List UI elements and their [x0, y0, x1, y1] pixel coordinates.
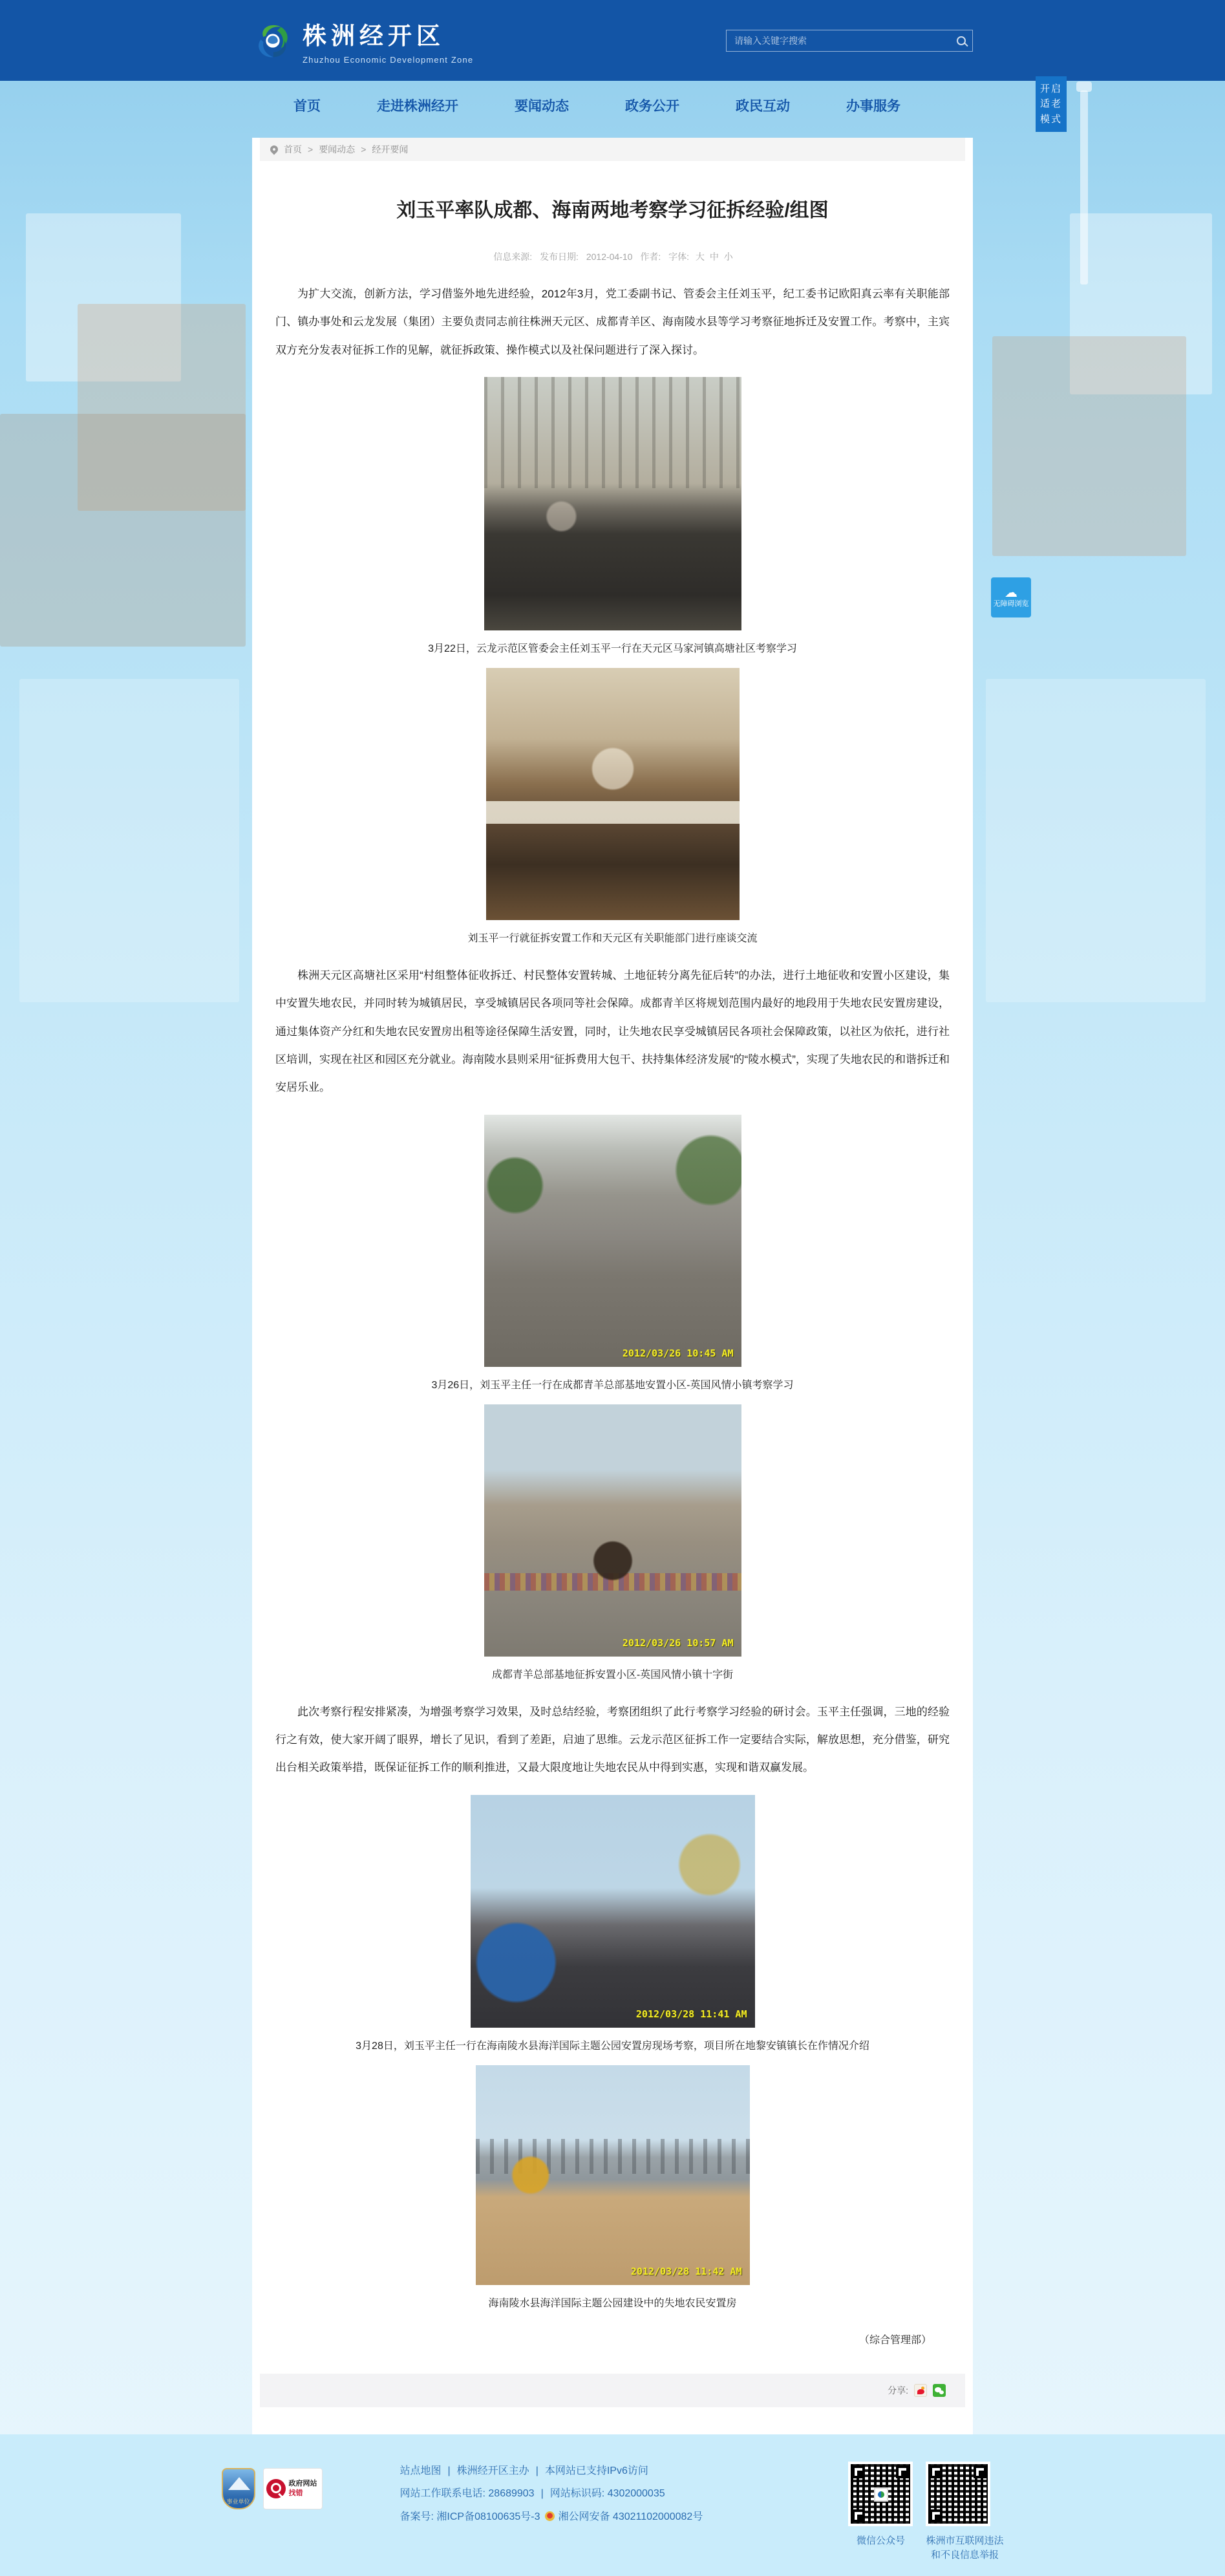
wechat-qr-code — [848, 2462, 913, 2526]
breadcrumb — [260, 138, 965, 161]
police-badge-icon — [545, 2511, 555, 2521]
search-icon[interactable] — [957, 36, 966, 45]
separator: | — [447, 2465, 451, 2476]
public-institution-badge[interactable] — [222, 2468, 255, 2509]
site-title: 株洲经开区 — [303, 23, 445, 49]
site-title-en: Zhuzhou Economic Development Zone — [303, 55, 474, 65]
share-label: 分享: — [888, 2385, 908, 2396]
nav-item-home[interactable]: 首页 — [293, 98, 321, 114]
qr-finder-mark — [896, 2465, 909, 2478]
meta-date-value: 2012-04-10 — [586, 252, 633, 262]
article-photo-6 — [476, 2065, 750, 2285]
footer-qr-codes — [848, 2462, 1003, 2563]
nav-item-interaction[interactable]: 政民互动 — [736, 98, 790, 114]
location-pin-icon — [269, 144, 280, 155]
qr-finder-mark — [852, 2465, 865, 2478]
photo-timestamp-3: 2012/03/26 10:45 AM — [622, 1347, 734, 1359]
nav-item-news[interactable]: 要闻动态 — [515, 98, 569, 114]
nav-item-gov-info[interactable]: 政务公开 — [625, 98, 679, 114]
site-logo[interactable] — [252, 16, 473, 65]
background-building — [986, 679, 1206, 1002]
background-building — [992, 336, 1186, 556]
accessibility-float-button[interactable] — [991, 577, 1031, 617]
gov-site-label-line1: 政府网站 — [288, 2480, 317, 2488]
article-figure-3 — [275, 1115, 950, 1391]
report-qr-code — [926, 2462, 990, 2526]
meta-author-label: 作者: — [640, 252, 661, 262]
wechat-qr-item — [848, 2462, 913, 2563]
photo-caption-3: 3月26日，刘玉平主任一行在成都青羊总部基地安置小区-英国风情小镇考察学习 — [431, 1379, 794, 1391]
share-wechat-icon[interactable] — [933, 2384, 946, 2397]
font-size-small-button[interactable]: 小 — [723, 252, 733, 262]
share-weibo-icon[interactable] — [914, 2384, 927, 2397]
article-byline: （综合管理部） — [858, 2334, 932, 2346]
report-qr-label-line1: 株洲市互联网违法 — [926, 2535, 1004, 2546]
public-institution-badge-label: 事业单位 — [226, 2498, 250, 2505]
article-photo-4 — [484, 1404, 741, 1657]
meta-font-label: 字体: — [668, 252, 690, 262]
article-paragraph-3: 此次考察行程安排紧凑，为增强考察学习效果，及时总结经验，考察团组织了此行考察学习经验的研讨会。玉平主任强调，三地的经验行之有效，使大家开阔了眼界，增长了见识，看到了差距，启迪了思维。云龙示范区征拆工作一定要结合实际，解放思想，充分借鉴，研究出台相关政策举措，既保证征拆工作的顺利推进，又最大限度地让失地农民从中得到实惠，实现和谐双赢发展。 — [275, 1705, 950, 1774]
qr-finder-mark — [930, 2509, 943, 2522]
photo-caption-1: 3月22日，云龙示范区管委会主任刘玉平一行在天元区马家河镇高塘社区考察学习 — [428, 643, 797, 655]
breadcrumb-separator: > — [361, 144, 367, 155]
separator: | — [535, 2465, 538, 2476]
footer-badges — [222, 2468, 323, 2509]
footer-police-link[interactable]: 湘公网安备 43021102000082号 — [558, 2511, 703, 2522]
article-photo-2 — [486, 668, 740, 920]
article-figure-5 — [275, 1795, 950, 2052]
footer-link-sitemap[interactable]: 站点地图 — [399, 2465, 442, 2476]
meta-date-label: 发布日期: — [540, 252, 579, 262]
article-paragraph-2: 株洲天元区高塘社区采用“村组整体征收拆迁、村民整体安置转城、土地征转分离先征后转”的办法，进行土地征收和安置小区建设，集中安置失地农民，并同时转为城镇居民，享受城镇居民各项同等社会保障。成都青羊区将规划范围内最好的地段用于失地农民安置房建设，通过集体资产分红和失地农民安置房出租等途径保障生活安置，同时，让失地农民享受城镇居民各项社会保障政策，以社区为依托，进行社区培训，实现在社区和园区充分就业。海南陵水县则采用“征拆费用大包干、扶持集体经济发展”的“陵水模式”，实现了失地农民的和谐拆迁和安居乐业。 — [275, 969, 950, 1094]
wechat-qr-label: 微信公众号 — [856, 2535, 905, 2546]
footer-info — [400, 2462, 703, 2531]
article-photo-3 — [484, 1115, 741, 1367]
article-figure-2 — [275, 668, 950, 945]
article — [252, 197, 973, 2346]
background-building — [0, 414, 246, 647]
breadcrumb-separator: > — [308, 144, 314, 155]
footer-link-host[interactable]: 株洲经开区主办 — [456, 2465, 529, 2476]
meta-source-label: 信息来源: — [493, 252, 533, 262]
nav-item-services[interactable]: 办事服务 — [846, 98, 900, 114]
cloud-icon: ☁ — [1005, 585, 1017, 600]
photo-caption-5: 3月28日，刘玉平主任一行在海南陵水县海洋国际主题公园安置房现场考察，项目所在地黎安镇镇长在作情况介绍 — [356, 2040, 869, 2052]
article-figure-1 — [275, 377, 950, 655]
site-header — [0, 0, 1225, 81]
footer-phone: 网站工作联系电话: 28689903 — [399, 2488, 535, 2500]
footer-link-ipv6[interactable]: 本网站已支持IPv6访问 — [544, 2465, 648, 2476]
footer-icp-link[interactable]: 备案号: 湘ICP备08100635号-3 — [399, 2511, 540, 2522]
article-photo-5 — [471, 1795, 755, 2028]
photo-timestamp-4: 2012/03/26 10:57 AM — [622, 1637, 734, 1649]
photo-caption-6: 海南陵水县海洋国际主题公园建设中的失地农民安置房 — [488, 2297, 737, 2309]
site-footer — [0, 2434, 1225, 2576]
mountain-icon — [228, 2477, 250, 2490]
share-bar — [260, 2374, 965, 2407]
photo-timestamp-5: 2012/03/28 11:41 AM — [635, 2008, 747, 2020]
font-size-medium-button[interactable]: 中 — [709, 252, 719, 262]
main-nav — [0, 81, 1225, 129]
article-paragraph-1: 为扩大交流，创新方法，学习借鉴外地先进经验，2012年3月，党工委副书记、管委会主任刘玉平，纪工委书记欧阳真云率有关职能部门、镇办事处和云龙发展（集团）主要负责同志前往株洲天元区、成都青羊区、海南陵水县等学习考察征地拆迁及安置工作。考察中，主宾双方充分发表对征拆工作的见解，就征拆政策、操作模式以及社保问题进行了深入探讨。 — [275, 288, 950, 356]
footer-site-code: 网站标识码: 4302000035 — [549, 2488, 665, 2500]
search-box — [726, 30, 973, 52]
search-input[interactable] — [734, 36, 957, 46]
elder-mode-button[interactable]: 开启适老模式 — [1036, 76, 1067, 132]
qr-finder-mark — [930, 2465, 943, 2478]
qr-finder-mark — [852, 2509, 865, 2522]
accessibility-label: 无障碍浏览 — [993, 599, 1029, 608]
article-figure-4 — [275, 1404, 950, 1681]
article-meta — [275, 250, 950, 263]
photo-caption-2: 刘玉平一行就征拆安置工作和天元区有关职能部门进行座谈交流 — [467, 933, 758, 945]
report-qr-label-line2: 和不良信息举报 — [930, 2549, 999, 2561]
logo-swirl-icon — [252, 21, 292, 61]
background-building — [19, 679, 239, 1002]
report-qr-item — [926, 2462, 1003, 2563]
qr-finder-mark — [974, 2465, 986, 2478]
photo-timestamp-6: 2012/03/28 11:42 AM — [630, 2265, 742, 2277]
font-size-large-button[interactable]: 大 — [695, 252, 705, 262]
photo-caption-4: 成都青羊总部基地征拆安置小区-英国风情小镇十字街 — [491, 1669, 734, 1680]
breadcrumb-current: 经开要闻 — [372, 144, 409, 155]
magnifier-logo-icon — [266, 2479, 286, 2498]
article-title: 刘玉平率队成都、海南两地考察学习征拆经验/组图 — [396, 200, 829, 221]
gov-site-error-report-label — [289, 2479, 317, 2498]
breadcrumb-news[interactable]: 要闻动态 — [319, 144, 356, 155]
article-photo-1 — [484, 377, 741, 630]
article-figure-6 — [275, 2065, 950, 2310]
breadcrumb-home[interactable]: 首页 — [284, 144, 302, 155]
gov-site-error-report-badge[interactable] — [263, 2468, 323, 2509]
report-qr-label — [926, 2534, 1003, 2563]
qr-center-logo — [874, 2487, 888, 2502]
gov-site-label-line2: 找错 — [288, 2489, 303, 2497]
separator: | — [540, 2488, 544, 2500]
content-box — [252, 138, 973, 2434]
nav-item-about[interactable]: 走进株洲经开 — [377, 98, 458, 114]
